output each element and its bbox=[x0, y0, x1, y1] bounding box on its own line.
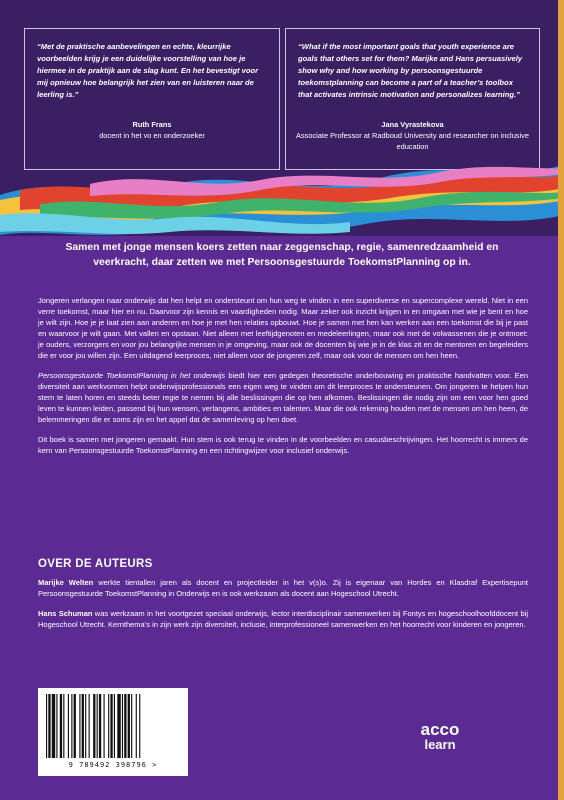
barcode-bar bbox=[114, 694, 115, 758]
quote-author bbox=[25, 119, 279, 141]
barcode-bar bbox=[71, 694, 72, 758]
barcode-bar bbox=[139, 694, 140, 758]
barcode-bar bbox=[110, 694, 112, 758]
barcode-bar bbox=[89, 694, 90, 758]
barcode-bar bbox=[60, 694, 62, 758]
barcode-bar bbox=[85, 694, 86, 758]
barcode-bar bbox=[68, 694, 69, 758]
spine-stripe-right bbox=[558, 0, 564, 800]
barcode-bar bbox=[46, 694, 47, 758]
barcode-bar bbox=[63, 694, 64, 758]
logo-line-learn: learn bbox=[424, 737, 456, 752]
author-bio-text: was werkzaam in het voortgezet speciaal onderwijs, lector interdisciplinair samenwerken bij Fontys en hogeschoolhoofddocent bij Hogeschool Utrecht. Kernthema’s in zijn werk zijn diversiteit, inclusie, interprofessioneel samenwerken en het hoorrecht voor kinderen en jongeren. bbox=[38, 609, 528, 629]
description-paragraph-2-text: biedt hier een gedegen theoretische onderbouwing en praktische handvatten voor. Een diversiteit aan werkvormen helpt onderwijsprofessionals een eigen weg te vinden om dit leerproces te ondersteunen. Om jongeren te helpen hun stem te laten horen en steeds beter regie te nemen bij alle beslissingen die op hen afkomen. Beslissingen die nodig zijn om een voor hen goed leven te kunnen leiden, passend bij hun wensen, verlangens, ambities en talenten. Maar die ook rekening houden met de mensen om hen heen, de belemmeringen die er soms zijn en het appel dat de samenleving op hen doet. bbox=[38, 371, 528, 424]
barcode-bar bbox=[124, 694, 126, 758]
description-paragraph-2 bbox=[38, 370, 528, 425]
book-title-reference: Persoonsgestuurde ToekomstPlanning in het onderwijs bbox=[38, 371, 226, 380]
barcode-bars bbox=[44, 694, 182, 758]
barcode-bar bbox=[131, 694, 132, 758]
quote-author-role: docent in het vo en onderzoeker bbox=[99, 131, 205, 140]
barcode-bar bbox=[117, 694, 120, 758]
barcode-bar bbox=[93, 694, 95, 758]
author-bio-hans-schuman bbox=[38, 608, 528, 630]
barcode-bar bbox=[122, 694, 123, 758]
barcode-bar bbox=[82, 694, 84, 758]
barcode-bar bbox=[79, 694, 80, 758]
isbn-number: 9 789492 398796 > bbox=[68, 761, 158, 769]
barcode-bar bbox=[74, 694, 76, 758]
publisher-logo-acco-learn bbox=[410, 722, 470, 752]
barcode-bar bbox=[48, 694, 50, 758]
barcode-bar bbox=[56, 694, 57, 758]
quote-author-name: Jana Vyrastekova bbox=[381, 120, 444, 129]
barcode-bar bbox=[128, 694, 130, 758]
description-paragraph-1: Jongeren verlangen naar onderwijs dat hen helpt en ondersteunt om hun weg te vinden in een superdiverse en supercomplexe wereld. Niet in een verre toekomst, maar hier en nu. Daarvoor zijn kennis en vaardigheden nodig. Maar zeker ook inzicht krijgen in en omgaan met wie je bent en hoe je wilt zijn. Hoe je je laat zien aan anderen en hoe je met hen relaties opbouwt. Hoe je samen met hen kan werken aan een toekomst die bij je past en waarvoor je wilt gaan. Met vallen en opstaan. Niet alleen met leeftijdgenoten en medeleerlingen, maar ook met de volwassenen die je ontmoet: je ouders, verzorgers en voor jou belangrijke mensen in je omgeving, maar ook de docenten bij wie je in de klas zit en de mentoren en begeleiders die er voor jou willen zijn. Een uitdagend leerproces, niet alleen voor de jongeren zelf, maar ook voor de mensen om hen heen. bbox=[38, 296, 528, 360]
logo-line-acco: acco bbox=[420, 720, 460, 739]
barcode-bar bbox=[52, 694, 55, 758]
quote-text: “Met de praktische aanbevelingen en echte, kleurrijke voorbeelden krijg je een duidelijke voorstelling van hoe je hiermee in de praktijk aan de slag kunt. En het bevestigt voor mij opnieuw hoe belangrijk het zien van en luisteren naar de leerling is.” bbox=[37, 42, 259, 99]
author-bio-text: werkte tientallen jaren als docent en projectleider in het v(s)o. Zij is eigenaar van Hordes en Klasdraf Expertisepunt Persoonsgestuurde ToekomstPlanning in Onderwijs en is ook werkzaam als docent aan Hogeschool Utrecht. bbox=[38, 578, 528, 598]
isbn-barcode bbox=[38, 688, 188, 776]
author-name: Hans Schuman bbox=[38, 609, 93, 618]
colorful-wave-illustration bbox=[0, 140, 564, 240]
barcode-bar bbox=[136, 694, 137, 758]
back-cover-description bbox=[38, 295, 528, 465]
barcode-bar bbox=[99, 694, 101, 758]
author-bio-marijke-welten bbox=[38, 577, 528, 599]
quote-author-role: Associate Professor at Radboud University and researcher on inclusive education bbox=[296, 131, 529, 151]
quote-text: “What if the most important goals that youth experience are goals that others set for them? Marijke and Hans persuasively show why and how working by persoonsgestuurde toekomstplanning can become a part of a teacher’s toolbox that activates intrinsic motivation and personalizes learning.” bbox=[298, 42, 523, 99]
authors-bios bbox=[38, 577, 528, 639]
lead-statement: Samen met jonge mensen koers zetten naar zeggenschap, regie, samenredzaamheid en veerkracht, daar zetten we met Persoonsgestuurde ToekomstPlanning op in. bbox=[65, 242, 499, 268]
quote-author-name: Ruth Frans bbox=[132, 120, 172, 129]
authors-section-title: OVER DE AUTEURS bbox=[38, 558, 153, 570]
barcode-bar bbox=[104, 694, 105, 758]
author-name: Marijke Welten bbox=[38, 578, 94, 587]
barcode-bar bbox=[97, 694, 98, 758]
barcode-bar bbox=[108, 694, 109, 758]
description-paragraph-3: Dit boek is samen met jongeren gemaakt. Hun stem is ook terug te vinden in de voorbeelden en casusbeschrijvingen. Het hoorrecht is immers de kern van Persoonsgestuurde ToekomstPlanning en een richtingwijzer voor inclusief onderwijs. bbox=[38, 435, 528, 455]
